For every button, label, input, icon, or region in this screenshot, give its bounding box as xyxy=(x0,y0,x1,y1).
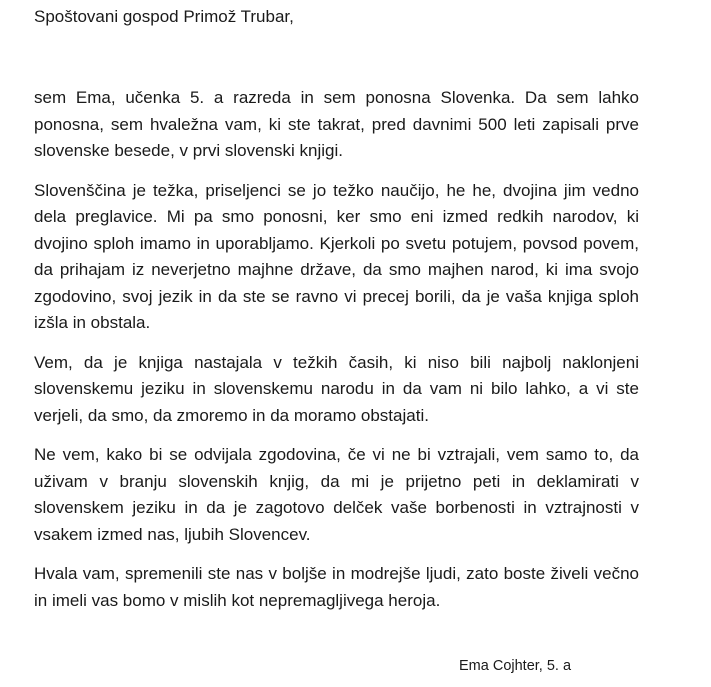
letter-body xyxy=(34,85,639,627)
letter-paragraph-5: Hvala vam, spremenili ste nas v boljše in modrejše ljudi, zato boste živeli večno in imeli vas bomo v mislih kot nepremagljivega heroja. xyxy=(34,564,639,610)
letter-signature: Ema Cojhter, 5. a xyxy=(459,658,572,674)
letter-salutation: Spoštovani gospod Primož Trubar, xyxy=(34,7,294,26)
letter-paragraph-3: Vem, da je knjiga nastajala v težkih časih, ki niso bili najbolj naklonjeni slovenskemu jeziku in slovenskemu narodu in da vam ni bilo lahko, a vi ste verjeli, da smo, da zmoremo in da moramo obstajati. xyxy=(34,352,639,425)
letter-paragraph-1: sem Ema, učenka 5. a razreda in sem ponosna Slovenka. Da sem lahko ponosna, sem hvaležna vam, ki ste takrat, pred davnimi 500 leti zapisali prve slovenske besede, v prvi slovenski knjigi. xyxy=(34,88,639,160)
letter-paragraph-4: Ne vem, kako bi se odvijala zgodovina, če vi ne bi vztrajali, vem samo to, da uživam v branju slovenskih knjig, da mi je prijetno peti in deklamirati v slovenskem jeziku in da je zagotovo delček vaše borbenosti in vztrajnosti v vsakem izmed nas, ljubih Slovencev. xyxy=(34,445,639,544)
letter-paragraph-2: Slovenščina je težka, priseljenci se jo težko naučijo, he he, dvojina jim vedno dela preglavice. Mi pa smo ponosni, ker smo eni izmed redkih narodov, ki dvojino sploh imamo in uporabljamo. Kjerkoli po svetu potujem, povsod povem, da prihajam iz neverjetno majhne države, da smo majhen narod, ki ima svojo zgodovino, svoj jezik in da ste se ravno vi precej borili, da je vaša knjiga sploh izšla in obstala. xyxy=(34,180,639,332)
